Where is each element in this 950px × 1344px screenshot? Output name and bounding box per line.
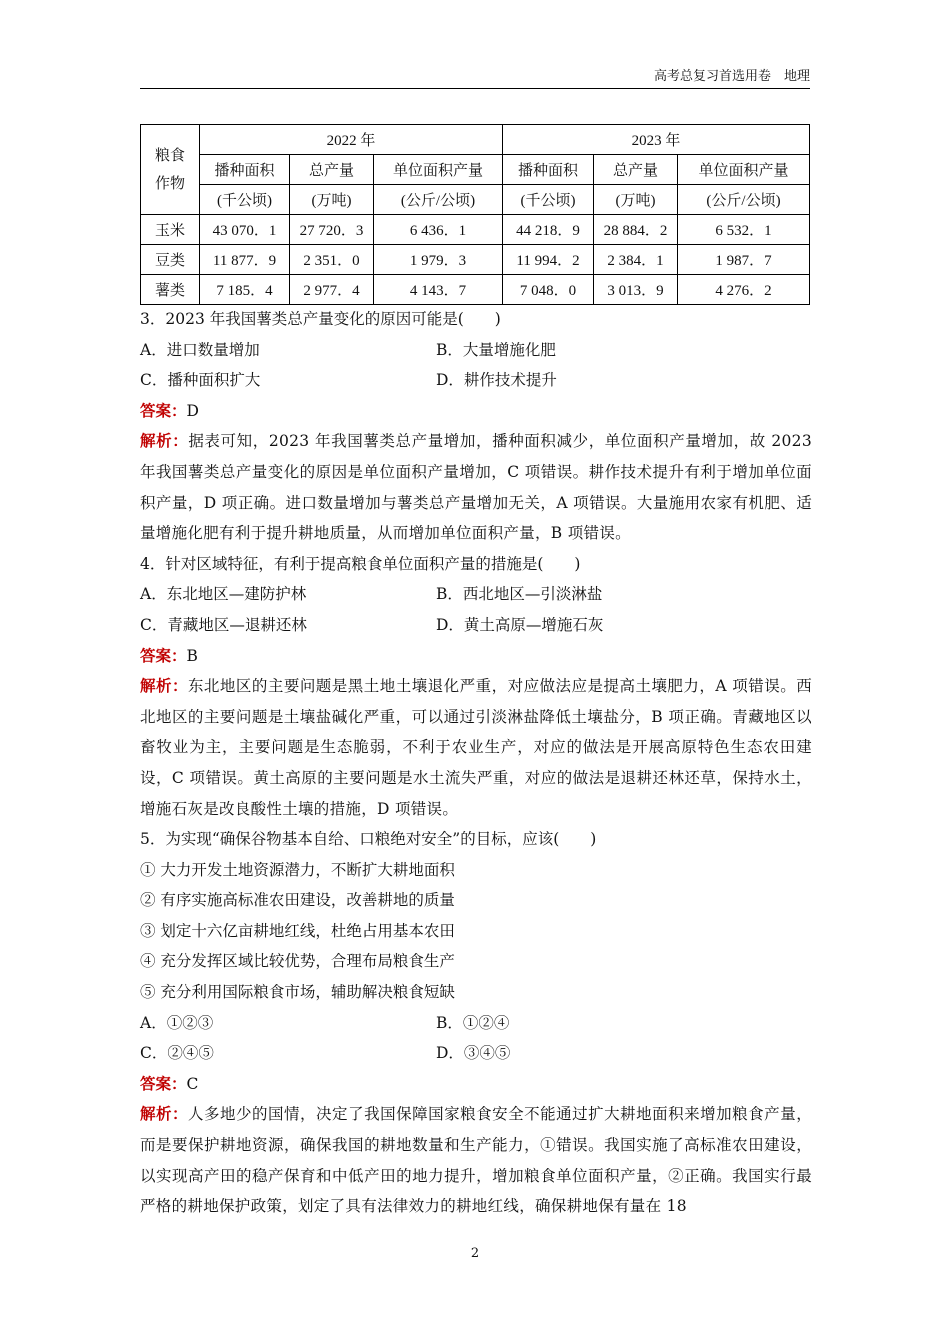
answer-line bbox=[140, 641, 812, 672]
table-cell: 1 979．3 bbox=[374, 245, 503, 275]
option-c: C．②④⑤ bbox=[140, 1044, 214, 1063]
subheader-cell: 单位面积产量 bbox=[678, 155, 810, 185]
question-stem-5: 5．为实现“确保谷物基本自给、口粮绝对安全”的目标，应该( ) bbox=[140, 830, 597, 849]
analysis-label: 解析： bbox=[140, 676, 188, 696]
table-cell: 4 276．2 bbox=[678, 275, 810, 305]
option-row bbox=[140, 335, 812, 366]
table-corner-cell: 粮食 作物 bbox=[141, 125, 200, 215]
table-cell: 43 070．1 bbox=[200, 215, 290, 245]
table-cell: 28 884．2 bbox=[594, 215, 678, 245]
table-row bbox=[141, 245, 810, 275]
answer-label: 答案： bbox=[140, 645, 187, 665]
option-b: B．西北地区—引淡淋盐 bbox=[436, 585, 603, 604]
table-cell: 6 436．1 bbox=[374, 215, 503, 245]
subheader-cell: 单位面积产量 bbox=[374, 155, 503, 185]
answer-label: 答案： bbox=[140, 1073, 187, 1093]
subheader-cell: 播种面积 bbox=[200, 155, 290, 185]
table-cell: 7 185．4 bbox=[200, 275, 290, 305]
answer-value: D bbox=[186, 401, 199, 420]
answer-value: B bbox=[186, 646, 198, 665]
analysis-paragraph bbox=[140, 1099, 812, 1221]
table-cell: 2 384．1 bbox=[594, 245, 678, 275]
table-cell: 11 877．9 bbox=[200, 245, 290, 275]
question-stem-3: 3．2023 年我国薯类总产量变化的原因可能是( ) bbox=[140, 310, 501, 328]
analysis-text: 东北地区的主要问题是黑土地土壤退化严重，对应做法应是提高土壤肥力，A 项错误。西北地区的主要问题是土壤盐碱化严重，可以通过引淡淋盐降低土壤盐分，B 项正确。青藏地区以畜牧业为主，主要问题是生态脆弱，不利于农业生产，对应的做法是开展高原特色生态农田建设，C 项错误。黄土高原的主要问题是水土流失严重，对应的做法是退耕还林还草，保持水土，增施石灰是改良酸性土壤的措施，D 项错误。 bbox=[140, 677, 812, 818]
subheader-unit-cell: (公斤/公顷) bbox=[678, 185, 810, 215]
subheader-unit-cell: (千公顷) bbox=[503, 185, 594, 215]
answer-label: 答案： bbox=[140, 400, 187, 420]
table-cell: 7 048．0 bbox=[503, 275, 594, 305]
table-cell: 2 977．4 bbox=[290, 275, 374, 305]
analysis-label: 解析： bbox=[140, 431, 189, 451]
option-row bbox=[140, 610, 812, 641]
crop-name-cell: 豆类 bbox=[141, 245, 200, 275]
subheader-unit-cell: (千公顷) bbox=[200, 185, 290, 215]
option-a: A．东北地区—建防护林 bbox=[140, 585, 307, 604]
option-b: B．①②④ bbox=[436, 1013, 510, 1032]
table-cell: 2 351．0 bbox=[290, 245, 374, 275]
table-cell: 6 532．1 bbox=[678, 215, 810, 245]
answer-line bbox=[140, 1069, 812, 1100]
answer-line bbox=[140, 396, 812, 427]
table-cell: 3 013．9 bbox=[594, 275, 678, 305]
statement-item: ⑤ 充分利用国际粮食市场，辅助解决粮食短缺 bbox=[140, 983, 455, 1002]
answer-value: C bbox=[186, 1074, 199, 1093]
option-row bbox=[140, 579, 812, 610]
table-cell: 1 987．7 bbox=[678, 245, 810, 275]
page-number: 2 bbox=[470, 1246, 480, 1261]
header-text: 高考总复习首选用卷 地理 bbox=[653, 69, 810, 84]
subheader-cell: 播种面积 bbox=[503, 155, 594, 185]
table-cell: 27 720．3 bbox=[290, 215, 374, 245]
option-row bbox=[140, 1008, 812, 1039]
table-cell: 11 994．2 bbox=[503, 245, 594, 275]
option-c: C．青藏地区—退耕还林 bbox=[140, 615, 307, 634]
option-b: B．大量增施化肥 bbox=[436, 340, 556, 359]
option-a: A．①②③ bbox=[140, 1013, 214, 1032]
subheader-cell: 总产量 bbox=[594, 155, 678, 185]
grain-production-table bbox=[140, 124, 810, 305]
table-row bbox=[141, 275, 810, 305]
option-d: D．黄土高原—增施石灰 bbox=[436, 615, 604, 634]
question-stem-4: 4．针对区域特征，有利于提高粮食单位面积产量的措施是( ) bbox=[140, 554, 581, 573]
analysis-paragraph bbox=[140, 671, 812, 824]
question-content bbox=[140, 304, 812, 1222]
table-cell: 44 218．9 bbox=[503, 215, 594, 245]
analysis-text: 人多地少的国情，决定了我国保障国家粮食安全不能通过扩大耕地面积来增加粮食产量，而是要保护耕地资源，确保我国的耕地数量和生产能力，①错误。我国实施了高标准农田建设，以实现高产田的稳产保育和中低产田的地力提升，增加粮食单位面积产量，②正确。我国实行最严格的耕地保护政策，划定了具有法律效力的耕地红线，确保耕地保有量在 18 bbox=[140, 1105, 812, 1216]
option-a: A．进口数量增加 bbox=[140, 340, 260, 359]
option-row bbox=[140, 365, 812, 396]
statement-item: ④ 充分发挥区域比较优势，合理布局粮食生产 bbox=[140, 952, 455, 971]
analysis-paragraph bbox=[140, 426, 812, 548]
page-header bbox=[140, 68, 810, 89]
subheader-unit-cell: (万吨) bbox=[594, 185, 678, 215]
statement-item: ③ 划定十六亿亩耕地红线，杜绝占用基本农田 bbox=[140, 921, 455, 940]
table-row bbox=[141, 215, 810, 245]
analysis-text: 据表可知，2023 年我国薯类总产量增加，播种面积减少，单位面积产量增加，故 2023 年我国薯类总产量变化的原因是单位面积产量增加，C 项错误。耕作技术提升有利于增加单位面积产量，D 项正确。进口数量增加与薯类总产量增加无关，A 项错误。大量施用农家有机肥、适量增施化肥有利于提升耕地质量，从而增加单位面积产量，B 项错误。 bbox=[140, 432, 812, 543]
table-cell: 4 143．7 bbox=[374, 275, 503, 305]
option-c: C．播种面积扩大 bbox=[140, 371, 261, 390]
option-d: D．耕作技术提升 bbox=[436, 371, 557, 390]
statement-item: ② 有序实施高标准农田建设，改善耕地的质量 bbox=[140, 891, 455, 910]
subheader-unit-cell: (万吨) bbox=[290, 185, 374, 215]
analysis-label: 解析： bbox=[140, 1104, 189, 1124]
subheader-unit-cell: (公斤/公顷) bbox=[374, 185, 503, 215]
subheader-cell: 总产量 bbox=[290, 155, 374, 185]
year-header-2023: 2023 年 bbox=[503, 125, 810, 155]
option-d: D．③④⑤ bbox=[436, 1044, 511, 1063]
crop-name-cell: 玉米 bbox=[141, 215, 200, 245]
crop-name-cell: 薯类 bbox=[141, 275, 200, 305]
statement-item: ① 大力开发土地资源潜力，不断扩大耕地面积 bbox=[140, 860, 455, 879]
year-header-2022: 2022 年 bbox=[200, 125, 503, 155]
option-row bbox=[140, 1038, 812, 1069]
